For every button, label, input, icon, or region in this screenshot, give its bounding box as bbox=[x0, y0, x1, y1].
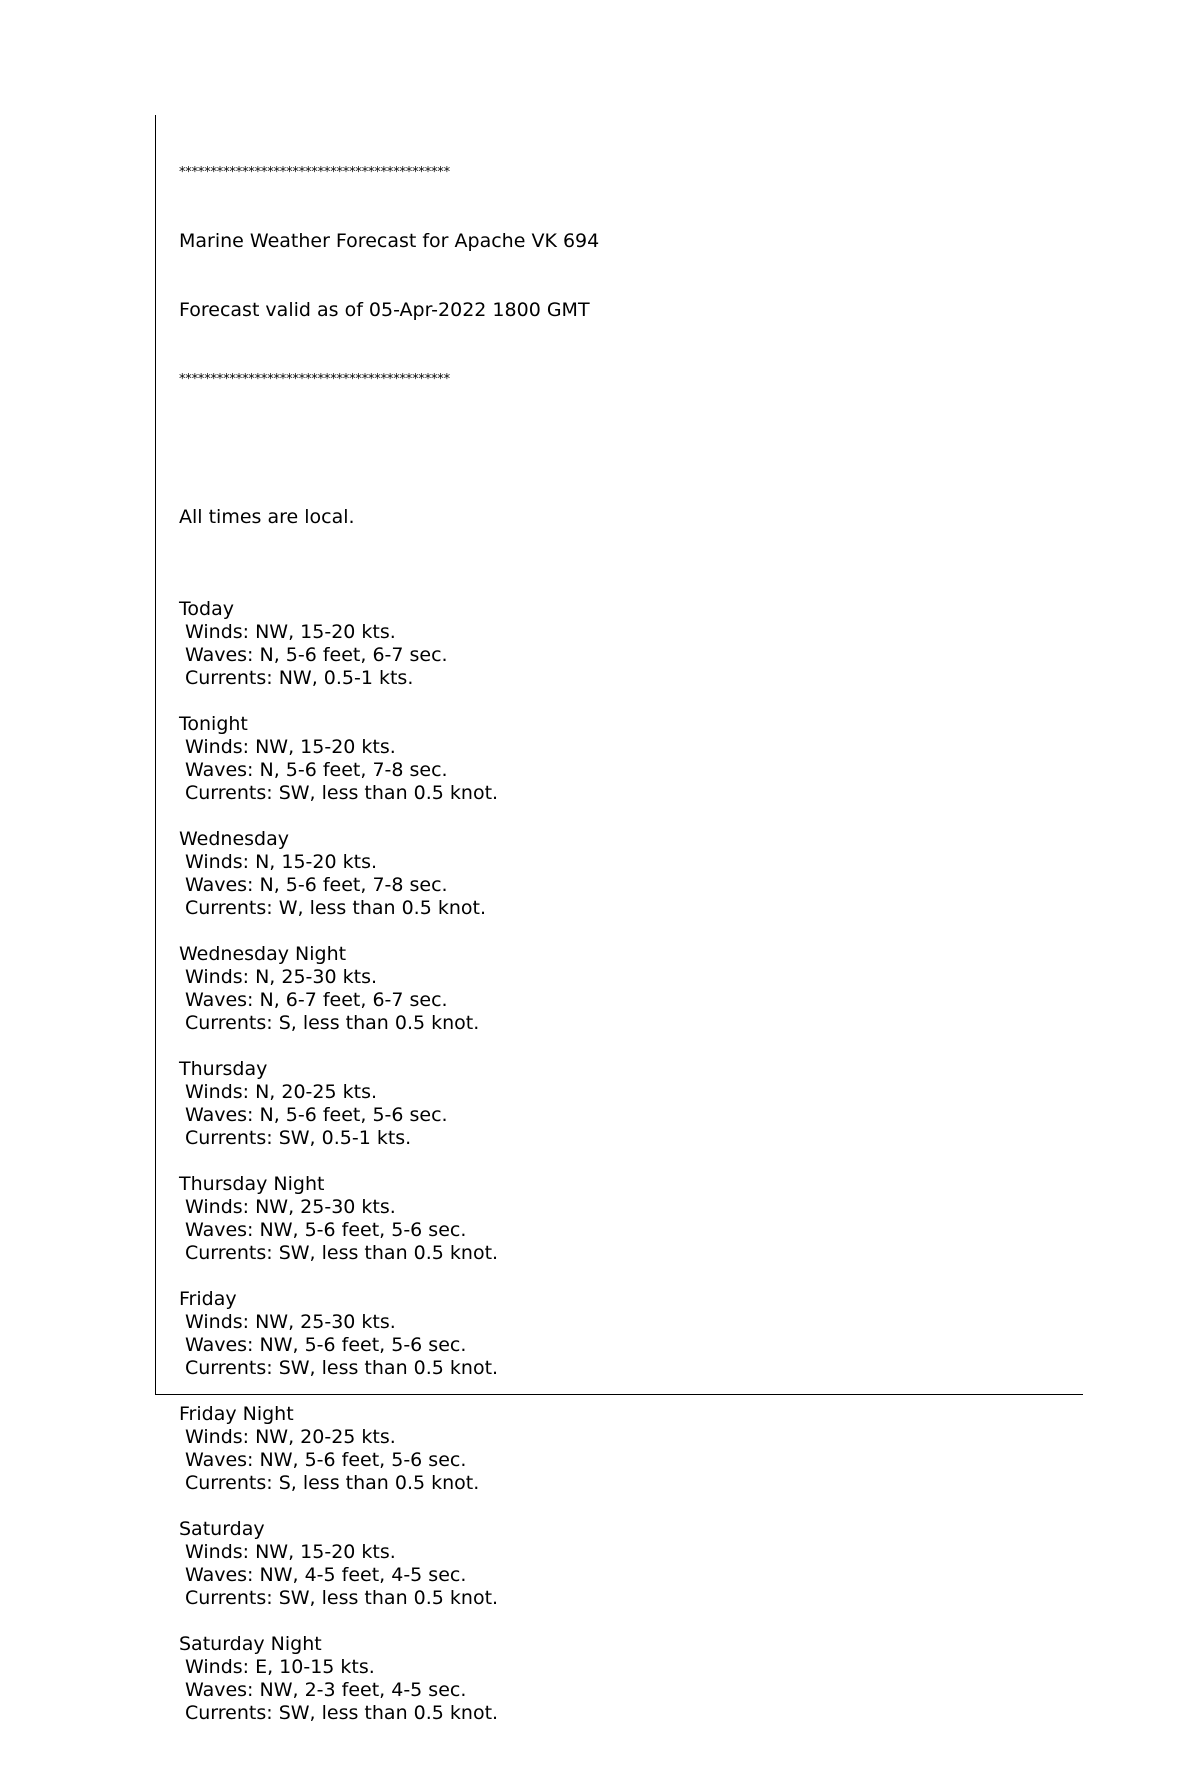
period-winds: Winds: N, 15-20 kts. bbox=[185, 851, 378, 873]
period-winds: Winds: E, 10-15 kts. bbox=[185, 1656, 375, 1678]
forecast-period bbox=[179, 690, 1059, 805]
spacer bbox=[179, 920, 1059, 943]
period-waves: Waves: N, 5-6 feet, 7-8 sec. bbox=[185, 874, 448, 896]
times-note: All times are local. bbox=[179, 506, 355, 528]
document-frame bbox=[155, 115, 1083, 1724]
header-stars-bottom: ******************************************* bbox=[179, 372, 450, 387]
period-winds: Winds: N, 25-30 kts. bbox=[185, 966, 378, 988]
forecast-period bbox=[179, 1035, 1059, 1150]
period-name: Tonight bbox=[179, 713, 248, 735]
forecast-period bbox=[179, 575, 1059, 690]
forecast-text bbox=[179, 115, 1059, 1771]
period-waves: Waves: N, 5-6 feet, 6-7 sec. bbox=[185, 644, 448, 666]
period-currents: Currents: W, less than 0.5 knot. bbox=[185, 897, 487, 919]
forecast-period bbox=[179, 1610, 1059, 1725]
period-waves: Waves: N, 5-6 feet, 5-6 sec. bbox=[185, 1104, 448, 1126]
spacer bbox=[179, 437, 1059, 460]
spacer bbox=[179, 1495, 1059, 1518]
period-winds: Winds: NW, 25-30 kts. bbox=[185, 1196, 396, 1218]
spacer bbox=[179, 690, 1059, 713]
period-currents: Currents: SW, less than 0.5 knot. bbox=[185, 1702, 499, 1724]
spacer bbox=[179, 575, 1059, 598]
period-name: Saturday bbox=[179, 1518, 265, 1540]
period-name: Today bbox=[179, 598, 234, 620]
forecast-period bbox=[179, 1265, 1059, 1380]
spacer bbox=[179, 1150, 1059, 1173]
spacer bbox=[179, 1380, 1059, 1403]
period-winds: Winds: NW, 15-20 kts. bbox=[185, 736, 396, 758]
period-winds: Winds: NW, 15-20 kts. bbox=[185, 1541, 396, 1563]
period-currents: Currents: SW, less than 0.5 knot. bbox=[185, 1242, 499, 1264]
period-waves: Waves: NW, 5-6 feet, 5-6 sec. bbox=[185, 1449, 467, 1471]
spacer bbox=[179, 1610, 1059, 1633]
header-stars-top: ******************************************* bbox=[179, 165, 450, 180]
period-name: Saturday Night bbox=[179, 1633, 322, 1655]
period-winds: Winds: N, 20-25 kts. bbox=[185, 1081, 378, 1103]
spacer bbox=[179, 1265, 1059, 1288]
period-name: Thursday bbox=[179, 1058, 268, 1080]
spacer bbox=[179, 1035, 1059, 1058]
forecast-title: Marine Weather Forecast for Apache VK 694 bbox=[179, 230, 600, 252]
period-waves: Waves: NW, 5-6 feet, 5-6 sec. bbox=[185, 1334, 467, 1356]
forecast-period bbox=[179, 1380, 1059, 1495]
period-waves: Waves: NW, 4-5 feet, 4-5 sec. bbox=[185, 1564, 467, 1586]
period-winds: Winds: NW, 25-30 kts. bbox=[185, 1311, 396, 1333]
period-currents: Currents: S, less than 0.5 knot. bbox=[185, 1472, 480, 1494]
period-currents: Currents: SW, 0.5-1 kts. bbox=[185, 1127, 412, 1149]
period-currents: Currents: SW, less than 0.5 knot. bbox=[185, 782, 499, 804]
spacer bbox=[179, 805, 1059, 828]
period-name: Thursday Night bbox=[179, 1173, 325, 1195]
forecast-period bbox=[179, 920, 1059, 1035]
period-name: Friday Night bbox=[179, 1403, 294, 1425]
forecast-period bbox=[179, 1150, 1059, 1265]
period-waves: Waves: N, 5-6 feet, 7-8 sec. bbox=[185, 759, 448, 781]
period-waves: Waves: N, 6-7 feet, 6-7 sec. bbox=[185, 989, 448, 1011]
period-waves: Waves: NW, 5-6 feet, 5-6 sec. bbox=[185, 1219, 467, 1241]
forecast-periods bbox=[179, 575, 1059, 1725]
period-waves: Waves: NW, 2-3 feet, 4-5 sec. bbox=[185, 1679, 467, 1701]
period-currents: Currents: NW, 0.5-1 kts. bbox=[185, 667, 414, 689]
period-name: Friday bbox=[179, 1288, 237, 1310]
period-winds: Winds: NW, 15-20 kts. bbox=[185, 621, 396, 643]
period-name: Wednesday Night bbox=[179, 943, 347, 965]
period-winds: Winds: NW, 20-25 kts. bbox=[185, 1426, 396, 1448]
period-currents: Currents: S, less than 0.5 knot. bbox=[185, 1012, 480, 1034]
period-name: Wednesday bbox=[179, 828, 290, 850]
forecast-period bbox=[179, 805, 1059, 920]
forecast-period bbox=[179, 1495, 1059, 1610]
period-currents: Currents: SW, less than 0.5 knot. bbox=[185, 1587, 499, 1609]
forecast-valid-time: Forecast valid as of 05-Apr-2022 1800 GMT bbox=[179, 299, 590, 321]
period-currents: Currents: SW, less than 0.5 knot. bbox=[185, 1357, 499, 1379]
